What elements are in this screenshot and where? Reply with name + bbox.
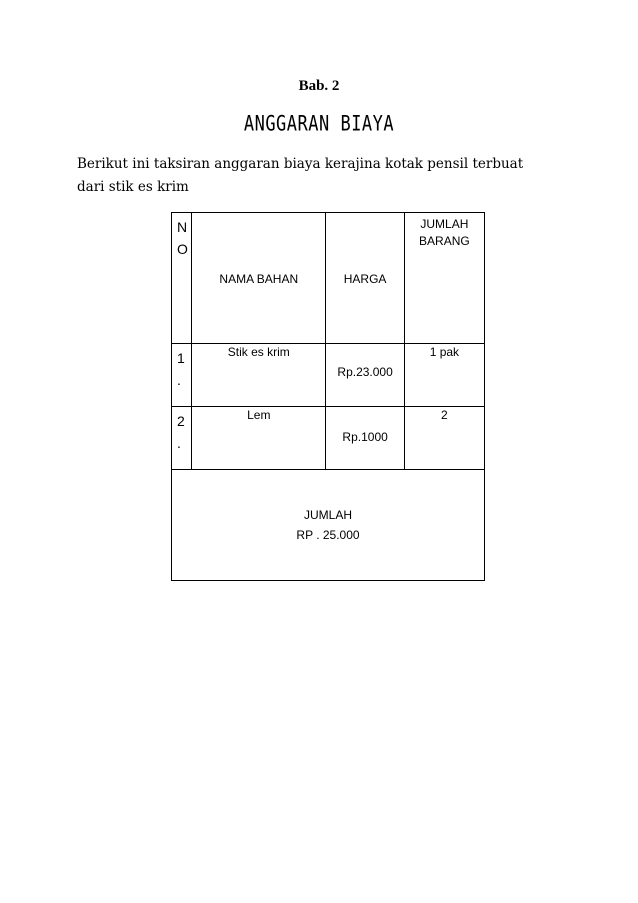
row-price-value: Rp.23.000 — [337, 365, 393, 379]
row-no — [172, 344, 192, 407]
table-total-row — [172, 470, 485, 581]
row-qty-value: 2 — [441, 408, 448, 422]
row-price — [326, 344, 404, 407]
header-no-line-1: N — [177, 219, 188, 235]
intro-line-2: dari stik es krim — [77, 179, 189, 195]
table-header-row — [172, 213, 485, 344]
total-label: JUMLAH — [303, 508, 352, 522]
page-title: ANGGARAN BIAYA — [243, 111, 395, 137]
row-no-dot: . — [177, 372, 181, 388]
budget-table — [171, 212, 485, 581]
row-qty — [404, 344, 484, 407]
header-name — [192, 213, 326, 344]
row-name — [192, 407, 326, 470]
header-no — [172, 213, 192, 344]
header-qty-wrap — [405, 216, 484, 250]
row-qty — [404, 407, 484, 470]
row-name — [192, 344, 326, 407]
intro-paragraph — [77, 153, 567, 199]
table-row — [172, 344, 485, 407]
header-price-label: HARGA — [343, 272, 387, 286]
header-price — [326, 213, 404, 344]
row-no-dot: . — [177, 435, 181, 451]
table-row — [172, 407, 485, 470]
row-qty-value: 1 pak — [429, 345, 460, 359]
header-qty — [404, 213, 484, 344]
row-no-digit: 2 — [177, 413, 185, 429]
header-qty-line-2: BARANG — [419, 234, 470, 248]
row-name-value: Lem — [247, 408, 271, 422]
row-no — [172, 407, 192, 470]
row-price-value: Rp.1000 — [342, 430, 388, 444]
intro-line-1: Berikut ini taksiran anggaran biaya kerajina kotak pensil terbuat — [77, 156, 524, 172]
row-price — [326, 407, 404, 470]
row-name-value: Stik es krim — [227, 345, 290, 359]
header-no-line-2: O — [177, 241, 188, 257]
chapter-label: Bab. 2 — [298, 78, 340, 94]
header-name-label: NAMA BAHAN — [219, 272, 299, 286]
row-no-digit: 1 — [177, 350, 185, 366]
total-cell — [172, 470, 485, 581]
total-value: RP . 25.000 — [296, 528, 360, 542]
header-qty-line-1: JUMLAH — [420, 217, 469, 231]
